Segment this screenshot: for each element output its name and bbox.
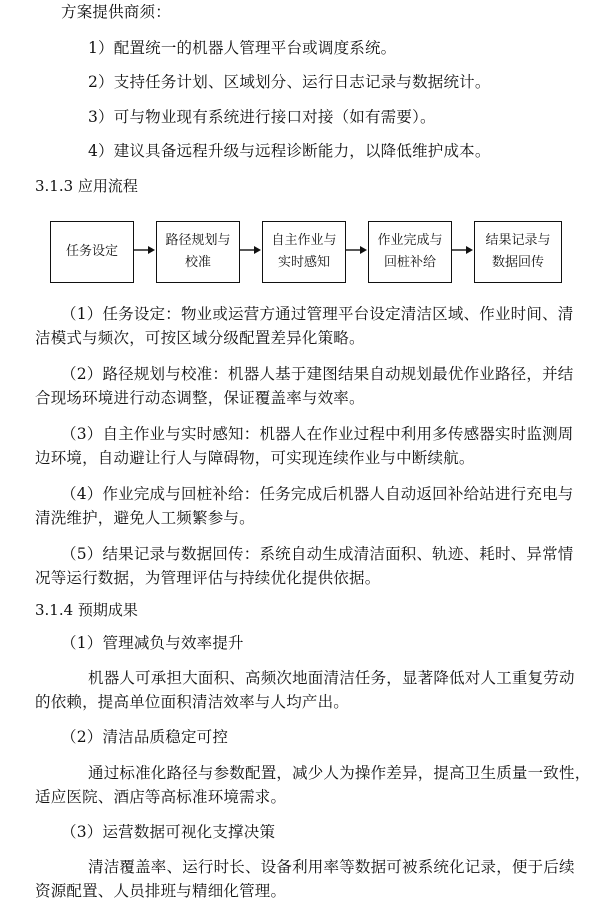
outcome-line: 通过标准化路径与参数配置，减少人为操作差异，提高卫生质量一致性，	[88, 764, 591, 782]
flow-paragraph-line: 合现场环境进行动态调整，保证覆盖率与效率。	[35, 389, 365, 407]
section-heading-313: 3.1.3 应用流程	[35, 177, 138, 195]
flow-step-completion-recharge: 作业完成与 回桩补给	[368, 221, 452, 283]
flow-paragraph-line: 洁模式与频次，可按区域分级配置差异化策略。	[35, 329, 365, 347]
flow-paragraph-line: 况等运行数据，为管理评估与持续优化提供依据。	[35, 569, 381, 587]
flow-step-path-planning: 路径规划与 校准	[156, 221, 240, 283]
requirement-item: 1）配置统一的机器人管理平台或调度系统。	[88, 39, 397, 57]
outcome-line: 机器人可承担大面积、高频次地面清洁任务，显著降低对人工重复劳动	[88, 669, 575, 687]
flow-arrow-icon	[346, 244, 368, 256]
outcome-line: 适应医院、酒店等高标准环境需求。	[35, 788, 287, 806]
flow-arrow-icon	[240, 244, 262, 256]
requirements-intro: 方案提供商须：	[61, 3, 171, 21]
flow-paragraph-line: （5）结果记录与数据回传：系统自动生成清洁面积、轨迹、耗时、异常情	[61, 545, 574, 563]
flow-step-autonomous-operation: 自主作业与 实时感知	[262, 221, 346, 283]
flow-arrow-icon	[452, 244, 474, 256]
requirement-item: 4）建议具备远程升级与远程诊断能力，以降低维护成本。	[88, 142, 491, 160]
section-heading-314: 3.1.4 预期成果	[35, 601, 138, 619]
flow-paragraph-line: （4）作业完成与回桩补给：任务完成后机器人自动返回补给站进行充电与	[61, 485, 574, 503]
outcome-title: （2）清洁品质稳定可控	[61, 728, 229, 746]
outcome-title: （1）管理减负与效率提升	[61, 634, 244, 652]
flow-paragraph-line: （1）任务设定：物业或运营方通过管理平台设定清洁区域、作业时间、清	[61, 305, 574, 323]
flow-paragraph-line: （2）路径规划与校准：机器人基于建图结果自动规划最优作业路径，并结	[61, 365, 574, 383]
flow-step-task-setting: 任务设定	[50, 221, 134, 283]
outcome-line: 清洁覆盖率、运行时长、设备利用率等数据可被系统化记录，便于后续	[88, 858, 575, 876]
requirement-item: 2）支持任务计划、区域划分、运行日志记录与数据统计。	[88, 73, 491, 91]
flow-step-result-recording: 结果记录与 数据回传	[474, 221, 562, 283]
outcome-title: （3）运营数据可视化支撑决策	[61, 823, 276, 841]
outcome-line: 资源配置、人员排班与精细化管理。	[35, 882, 287, 900]
flow-paragraph-line: 边环境，自动避让行人与障碍物，可实现连续作业与中断续航。	[35, 449, 475, 467]
outcome-line: 的依赖，提高单位面积清洁效率与人均产出。	[35, 693, 350, 711]
flow-arrow-icon	[134, 244, 156, 256]
flow-paragraph-line: （3）自主作业与实时感知：机器人在作业过程中利用多传感器实时监测周	[61, 425, 574, 443]
requirement-item: 3）可与物业现有系统进行接口对接（如有需要）。	[88, 108, 436, 126]
flow-paragraph-line: 清洗维护，避免人工频繁参与。	[35, 509, 255, 527]
